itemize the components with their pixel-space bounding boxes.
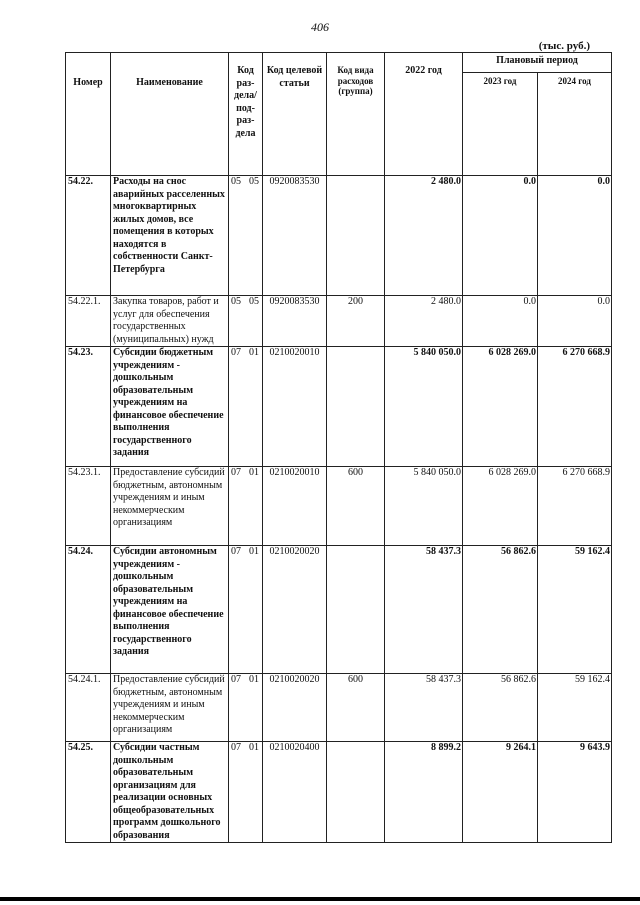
header-section: Код раз-дела/ под-раз-дела — [229, 53, 263, 176]
row-name: Субсидии автономным учреждениям - дошкольным образовательным учреждениям на финансовое обеспечение выполнения государственного задания — [111, 546, 229, 674]
row-value-2024: 6 270 668.9 — [538, 347, 612, 467]
budget-table — [65, 52, 612, 843]
row-target-code: 0920083530 — [263, 176, 327, 296]
row-target-code: 0210020020 — [263, 546, 327, 674]
row-section — [229, 742, 263, 843]
row-value-2022: 58 437.3 — [385, 674, 463, 742]
row-section-code: 05 — [231, 176, 241, 187]
row-number: 54.24.1. — [66, 674, 111, 742]
row-value-2024: 6 270 668.9 — [538, 467, 612, 546]
row-section-code: 07 — [231, 742, 241, 753]
table-row — [66, 176, 612, 296]
row-expense-type — [327, 347, 385, 467]
row-value-2022: 5 840 050.0 — [385, 347, 463, 467]
row-subsection-code: 05 — [249, 296, 259, 307]
header-name: Наименование — [111, 53, 229, 176]
table-row — [66, 546, 612, 674]
header-target: Код целевой статьи — [263, 53, 327, 176]
row-section — [229, 467, 263, 546]
row-value-2024: 59 162.4 — [538, 674, 612, 742]
row-value-2022: 5 840 050.0 — [385, 467, 463, 546]
row-number: 54.23. — [66, 347, 111, 467]
table-row — [66, 347, 612, 467]
row-number: 54.25. — [66, 742, 111, 843]
row-value-2023: 0.0 — [463, 176, 538, 296]
row-target-code: 0210020010 — [263, 347, 327, 467]
row-section-code: 07 — [231, 347, 241, 358]
row-expense-type — [327, 742, 385, 843]
row-section — [229, 296, 263, 347]
row-value-2023: 0.0 — [463, 296, 538, 347]
table-row — [66, 674, 612, 742]
row-section — [229, 674, 263, 742]
row-value-2023: 6 028 269.0 — [463, 347, 538, 467]
row-subsection-code: 05 — [249, 176, 259, 187]
row-section-code: 07 — [231, 674, 241, 685]
row-name: Субсидии частным дошкольным образовательным организациям для реализации основных общеобразовательных программ дошкольного образования — [111, 742, 229, 843]
row-number: 54.22. — [66, 176, 111, 296]
row-expense-type: 200 — [327, 296, 385, 347]
row-expense-type: 600 — [327, 467, 385, 546]
row-name: Предоставление субсидий бюджетным, автономным учреждениям и иным некоммерческим организациям — [111, 467, 229, 546]
row-number: 54.23.1. — [66, 467, 111, 546]
row-name: Субсидии бюджетным учреждениям - дошкольным образовательным учреждениям на финансовое обеспечение выполнения государственного задания — [111, 347, 229, 467]
header-2022: 2022 год — [385, 53, 463, 176]
row-value-2022: 58 437.3 — [385, 546, 463, 674]
row-subsection-code: 01 — [249, 546, 259, 557]
row-subsection-code: 01 — [249, 347, 259, 358]
row-section-code: 07 — [231, 467, 241, 478]
row-subsection-code: 01 — [249, 467, 259, 478]
row-subsection-code: 01 — [249, 742, 259, 753]
row-value-2022: 2 480.0 — [385, 176, 463, 296]
row-section-code: 05 — [231, 296, 241, 307]
row-expense-type: 600 — [327, 674, 385, 742]
row-value-2023: 6 028 269.0 — [463, 467, 538, 546]
row-value-2024: 0.0 — [538, 176, 612, 296]
header-number: Номер — [66, 53, 111, 176]
row-value-2022: 2 480.0 — [385, 296, 463, 347]
row-value-2023: 56 862.6 — [463, 674, 538, 742]
row-value-2023: 9 264.1 — [463, 742, 538, 843]
row-value-2024: 59 162.4 — [538, 546, 612, 674]
row-number: 54.22.1. — [66, 296, 111, 347]
row-section — [229, 176, 263, 296]
table-body — [66, 176, 612, 843]
row-target-code: 0920083530 — [263, 296, 327, 347]
units-label: (тыс. руб.) — [538, 40, 590, 52]
row-name: Закупка товаров, работ и услуг для обеспечения государственных (муниципальных) нужд — [111, 296, 229, 347]
row-target-code: 0210020010 — [263, 467, 327, 546]
bottom-rule — [0, 897, 640, 901]
row-name: Расходы на снос аварийных расселенных многоквартирных жилых домов, все помещения в которых находятся в собственности Санкт-Петербурга — [111, 176, 229, 296]
row-name: Предоставление субсидий бюджетным, автономным учреждениям и иным некоммерческим организациям — [111, 674, 229, 742]
page-number: 406 — [311, 20, 329, 34]
row-section — [229, 546, 263, 674]
row-value-2024: 9 643.9 — [538, 742, 612, 843]
table-row — [66, 296, 612, 347]
row-number: 54.24. — [66, 546, 111, 674]
header-plan-period: Плановый период — [463, 53, 612, 73]
row-section — [229, 347, 263, 467]
header-type: Код вида расходов (группа) — [327, 53, 385, 176]
row-section-code: 07 — [231, 546, 241, 557]
row-subsection-code: 01 — [249, 674, 259, 685]
row-expense-type — [327, 546, 385, 674]
row-value-2023: 56 862.6 — [463, 546, 538, 674]
header-2024: 2024 год — [538, 73, 612, 176]
row-expense-type — [327, 176, 385, 296]
row-value-2024: 0.0 — [538, 296, 612, 347]
row-target-code: 0210020020 — [263, 674, 327, 742]
table-row — [66, 742, 612, 843]
header-2023: 2023 год — [463, 73, 538, 176]
table-row — [66, 467, 612, 546]
row-target-code: 0210020400 — [263, 742, 327, 843]
row-value-2022: 8 899.2 — [385, 742, 463, 843]
